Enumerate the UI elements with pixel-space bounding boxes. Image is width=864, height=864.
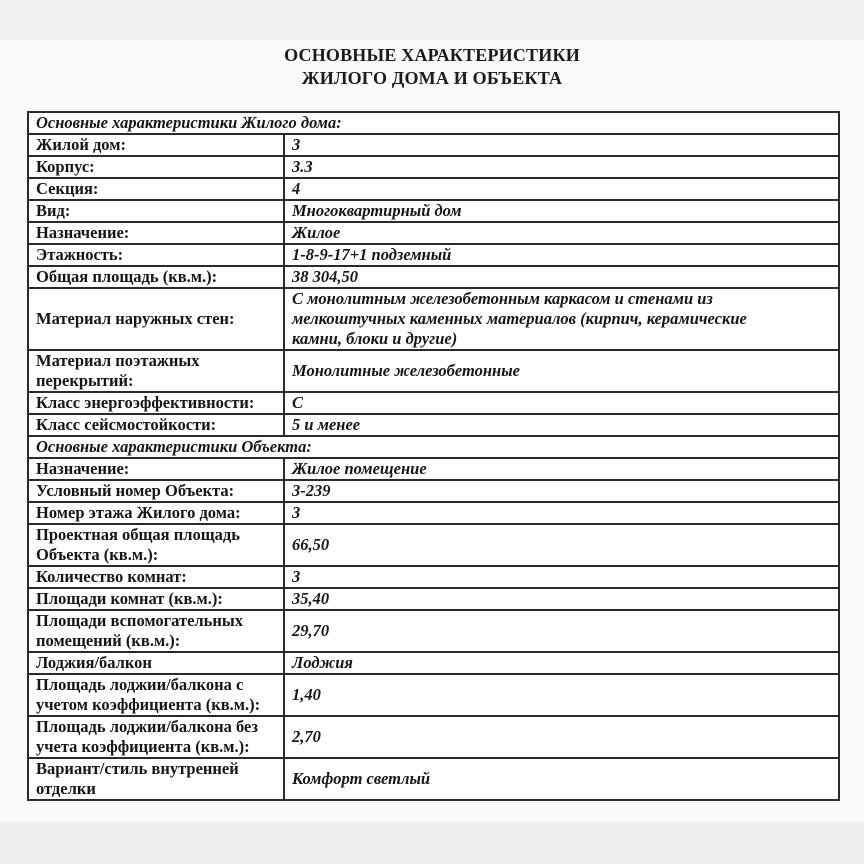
row-naznachenie-obekta [28,458,839,480]
section-header-row-object [28,436,839,458]
row-klass-seysmostoykosti [28,414,839,436]
row-value: 1-8-9-17+1 подземный [284,244,839,266]
row-value: 1,40 [284,674,839,716]
row-value-text: С монолитным железобетонным каркасом и стенами из мелкоштучных каменных материалов (кирпич, керамические камни, блоки и другие) [292,289,747,348]
row-obshchaya-ploshchad [28,266,839,288]
document [0,40,864,801]
row-vid [28,200,839,222]
row-ploshchadi-komnat [28,588,839,610]
page-title-line-1: ОСНОВНЫЕ ХАРАКТЕРИСТИКИ [284,45,580,65]
row-value: 3-239 [284,480,839,502]
section-header-building: Основные характеристики Жилого дома: [28,112,839,134]
row-label: Корпус: [28,156,284,178]
row-value: Комфорт светлый [284,758,839,800]
row-label: Жилой дом: [28,134,284,156]
bottom-band [0,822,864,864]
row-label: Материал наружных стен: [28,288,284,350]
row-korpus [28,156,839,178]
row-value: 3 [284,502,839,524]
row-label: Назначение: [28,458,284,480]
row-label: Класс сейсмостойкости: [28,414,284,436]
row-value: Лоджия [284,652,839,674]
row-label: Площади комнат (кв.м.): [28,588,284,610]
row-variant-otdelki [28,758,839,800]
characteristics-table [27,111,840,801]
row-proektnaya-ploshchad [28,524,839,566]
characteristics-table-body [28,112,839,800]
row-label: Номер этажа Жилого дома: [28,502,284,524]
row-value: 35,40 [284,588,839,610]
row-ploshchad-lodzhii-bez-koeffitsienta [28,716,839,758]
row-kolichestvo-komnat [28,566,839,588]
row-label: Общая площадь (кв.м.): [28,266,284,288]
row-label: Класс энергоэффективности: [28,392,284,414]
section-header-object: Основные характеристики Объекта: [28,436,839,458]
row-ploshchad-lodzhii-s-koeffitsientom [28,674,839,716]
row-klass-energoeffektivnosti [28,392,839,414]
row-ploshchadi-vspomogatelnykh [28,610,839,652]
row-nomer-etazha [28,502,839,524]
row-value: Многоквартирный дом [284,200,839,222]
row-value: 3.3 [284,156,839,178]
row-label: Материал поэтажных перекрытий: [28,350,284,392]
row-value: Монолитные железобетонные [284,350,839,392]
row-label: Назначение: [28,222,284,244]
row-label: Площадь лоджии/балкона без учета коэффициента (кв.м.): [28,716,284,758]
row-value: 3 [284,134,839,156]
row-material-perekrytiy [28,350,839,392]
row-value [284,288,839,350]
row-value: 4 [284,178,839,200]
row-label: Количество комнат: [28,566,284,588]
row-value: Жилое [284,222,839,244]
top-band [0,0,864,40]
page-title-line-2: ЖИЛОГО ДОМА И ОБЪЕКТА [301,68,563,88]
row-value: 29,70 [284,610,839,652]
row-label: Площадь лоджии/балкона с учетом коэффициента (кв.м.): [28,674,284,716]
row-lodzhiya-balkon [28,652,839,674]
row-value: 38 304,50 [284,266,839,288]
row-label: Вариант/стиль внутренней отделки [28,758,284,800]
row-label: Лоджия/балкон [28,652,284,674]
row-value: 66,50 [284,524,839,566]
row-zhiloy-dom [28,134,839,156]
row-label: Вид: [28,200,284,222]
page-title [0,44,864,90]
row-value: 3 [284,566,839,588]
row-material-naruzhnykh-sten [28,288,839,350]
row-sektsiya [28,178,839,200]
row-value: Жилое помещение [284,458,839,480]
row-label: Условный номер Объекта: [28,480,284,502]
row-value: С [284,392,839,414]
row-naznachenie [28,222,839,244]
row-uslovny-nomer [28,480,839,502]
row-etazhnost [28,244,839,266]
section-header-row-building [28,112,839,134]
row-label: Площади вспомогательных помещений (кв.м.): [28,610,284,652]
row-label: Этажность: [28,244,284,266]
row-label: Проектная общая площадь Объекта (кв.м.): [28,524,284,566]
row-label: Секция: [28,178,284,200]
row-value: 2,70 [284,716,839,758]
row-value: 5 и менее [284,414,839,436]
